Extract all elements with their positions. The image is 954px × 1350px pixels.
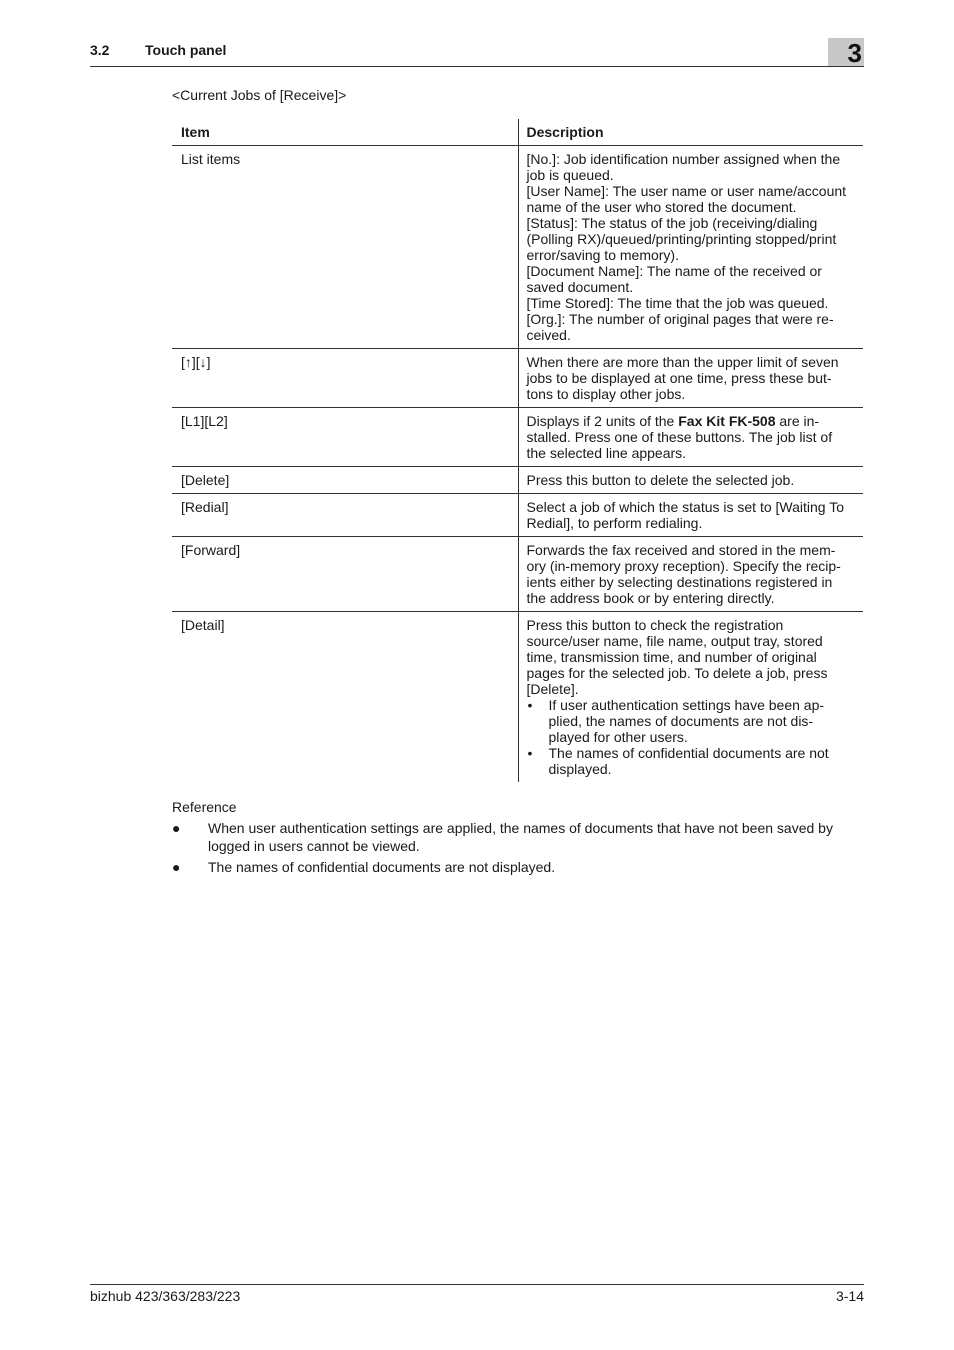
page-number: 3-14 bbox=[835, 1288, 864, 1304]
description-line: [Document Name]: The name of the received or saved document. bbox=[526, 262, 822, 295]
description-text: Press this button to check the registration source/user name, file name, output tray, stored time, transmission time, and number of original pages for the selected job. To delete a job, press [Delete]. bbox=[526, 616, 828, 697]
chapter-badge: 3 bbox=[828, 38, 864, 66]
row-item: [Forward] bbox=[181, 541, 241, 558]
description-line: [User Name]: The user name or user name/account name of the user who stored the document. bbox=[526, 182, 847, 215]
description-text: are in-stalled. Press one of these buttons. The job list of the selected line appears. bbox=[526, 412, 833, 461]
column-header-item: Item bbox=[172, 119, 518, 145]
row-description: Forwards the fax received and stored in the mem-ory (in-memory proxy reception). Specify the recip-ients either by selecting destinations registered in the address book or by entering directly. bbox=[518, 536, 863, 611]
column-header-description: Description bbox=[518, 119, 863, 145]
bullet-icon: ● bbox=[172, 859, 181, 875]
row-description bbox=[518, 407, 863, 466]
bullet-item: • The names of confidential documents are not displayed. bbox=[527, 745, 854, 777]
product-model: bizhub 423/363/283/223 bbox=[90, 1288, 241, 1304]
reference-text: When user authentication settings are applied, the names of documents that have not been saved by logged in users cannot be viewed. bbox=[208, 820, 833, 854]
row-description: Press this button to delete the selected job. bbox=[518, 466, 863, 493]
table-header-row bbox=[172, 119, 863, 145]
table-row bbox=[172, 348, 863, 407]
table-row bbox=[172, 145, 863, 348]
reference-item bbox=[172, 819, 872, 855]
section-title: Touch panel bbox=[145, 42, 227, 58]
bullet-icon: ● bbox=[172, 820, 181, 836]
description-line: [Status]: The status of the job (receiving/dialing (Polling RX)/queued/printing/printing stopped/print error/saving to memory). bbox=[526, 214, 837, 263]
section-number: 3.2 bbox=[90, 42, 110, 58]
row-description: When there are more than the upper limit of seven jobs to be displayed at one time, press these but-tons to display other jobs. bbox=[518, 348, 863, 407]
table-row bbox=[172, 493, 863, 536]
page-header bbox=[90, 38, 864, 67]
bullet-item: • If user authentication settings have been ap-plied, the names of documents are not dis-played for other users. bbox=[527, 697, 854, 745]
table-row bbox=[172, 536, 863, 611]
reference-title: Reference bbox=[172, 799, 237, 815]
description-line: [No.]: Job identification number assigned when the job is queued. bbox=[526, 150, 841, 183]
description-text: Displays if 2 units of the bbox=[526, 412, 679, 429]
reference-list bbox=[172, 819, 872, 879]
row-item: [↑][↓] bbox=[181, 353, 211, 370]
reference-item bbox=[172, 858, 872, 876]
row-description bbox=[518, 145, 863, 348]
row-item: [Detail] bbox=[181, 616, 225, 633]
current-jobs-table bbox=[172, 119, 863, 782]
page-footer bbox=[90, 1284, 864, 1304]
row-item: [Redial] bbox=[181, 498, 229, 515]
description-line: [Time Stored]: The time that the job was queued. bbox=[526, 294, 829, 311]
product-name: Fax Kit FK-508 bbox=[678, 412, 776, 429]
row-description: Select a job of which the status is set to [Waiting To Redial], to perform redialing. bbox=[518, 493, 863, 536]
row-item: List items bbox=[181, 150, 241, 167]
table-caption: <Current Jobs of [Receive]> bbox=[172, 87, 347, 103]
description-line: [Org.]: The number of original pages that were re-ceived. bbox=[526, 310, 834, 343]
row-item: [Delete] bbox=[181, 471, 230, 488]
row-item: [L1][L2] bbox=[181, 412, 228, 429]
table-row bbox=[172, 611, 863, 782]
table-row bbox=[172, 407, 863, 466]
row-description bbox=[518, 611, 863, 782]
reference-text: The names of confidential documents are not displayed. bbox=[208, 859, 556, 875]
table-row bbox=[172, 466, 863, 493]
